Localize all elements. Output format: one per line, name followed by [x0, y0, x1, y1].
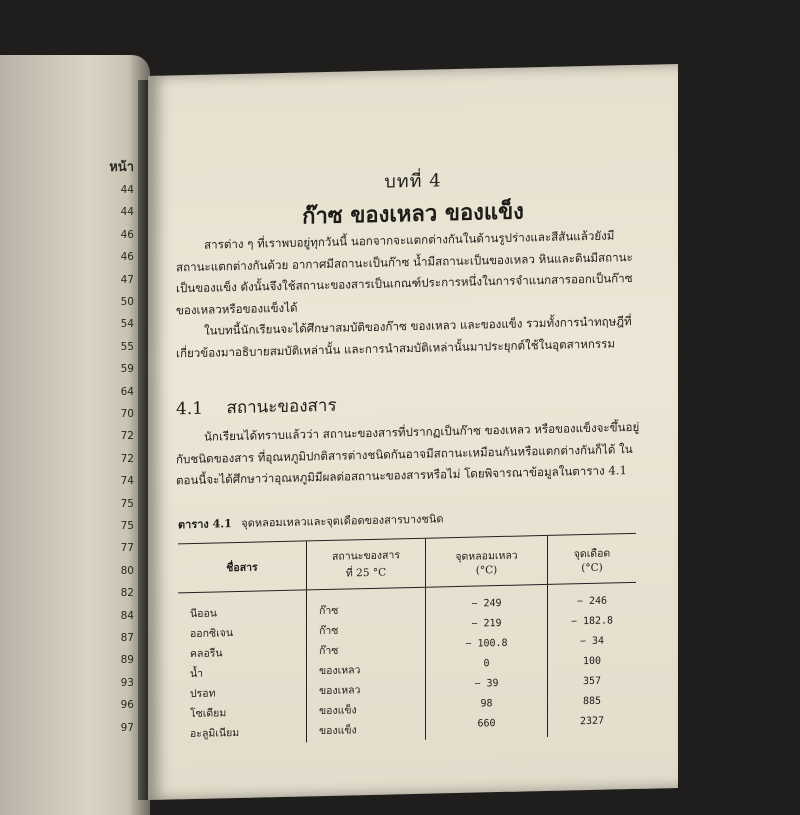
cell-mp: − 100.8 [426, 637, 548, 660]
intro-text [176, 225, 646, 365]
toc-page-number: 84 [120, 609, 134, 622]
toc-page-number: 80 [120, 564, 134, 577]
cell-name: โซเดียม [190, 707, 227, 721]
cell-mp: − 249 [426, 584, 548, 619]
cell-state: ของเหลว [307, 680, 426, 703]
section-number: 4.1 [176, 398, 204, 420]
toc-header: หน้า [109, 160, 134, 175]
toc-page-number: 89 [120, 654, 134, 667]
section-title: สถานะของสาร [226, 395, 337, 419]
toc-page-number: 46 [120, 251, 134, 264]
cell-bp: 100 [548, 655, 636, 677]
chapter-title: ก๊าซ ของเหลว ของแข็ง [302, 198, 524, 230]
toc-page-number: 44 [120, 184, 134, 196]
header-name: ชื่อสาร [178, 541, 307, 593]
toc-page-number: 47 [120, 273, 134, 286]
right-page [148, 64, 678, 800]
table-caption [178, 509, 444, 533]
cell-mp: − 219 [426, 617, 548, 640]
toc-page-number: 64 [120, 385, 134, 398]
cell-state: ก๊าซ [307, 620, 426, 643]
intro-paragraph-2: ในบทนี้นักเรียนจะได้ศึกษาสมบัติของก๊าซ ของเหลว และของแข็ง รวมทั้งการนำทฤษฎีที่เกี่ยวข้องมาอธิบายสมบัติเหล่านั้น และการนำสมบัติเหล่านั้นมาประยุกต์ใช้ในอุตสาหกรรม [176, 314, 632, 360]
cell-name: อะลูมิเนียม [190, 726, 240, 741]
toc-page-number: 93 [120, 676, 134, 689]
toc-page-column [84, 156, 134, 734]
toc-page-number: 87 [120, 632, 134, 644]
cell-bp: 885 [548, 695, 636, 717]
toc-page-number: 96 [120, 699, 134, 712]
section-heading [176, 392, 337, 423]
cell-bp: − 246 [548, 582, 636, 617]
chapter-label: บทที่ 4 [384, 170, 442, 193]
cell-state: ก๊าซ [307, 587, 426, 622]
cell-mp: 98 [426, 697, 548, 720]
table-caption-label: ตาราง 4.1 [178, 517, 232, 532]
header-boiling-point: จุดเดือด (°C) [548, 533, 636, 584]
section-text [176, 417, 646, 492]
cell-name: คลอรีน [190, 647, 223, 661]
toc-page-number: 44 [120, 206, 134, 219]
cell-mp: − 39 [426, 677, 548, 700]
cell-name: ออกซิเจน [190, 627, 234, 641]
table-caption-text: จุดหลอมเหลวและจุดเดือดของสารบางชนิด [241, 512, 444, 530]
toc-page-number: 77 [120, 542, 134, 555]
cell-state: ของแข็ง [307, 720, 426, 743]
cell-mp: 660 [426, 717, 548, 740]
toc-page-number: 59 [120, 363, 134, 376]
toc-page-number: 82 [120, 587, 134, 600]
toc-page-number: 97 [120, 721, 134, 734]
toc-page-number: 75 [120, 520, 134, 532]
melting-boiling-table [178, 533, 636, 745]
section-paragraph-1: นักเรียนได้ทราบแล้วว่า สถานะของสารที่ปรากฏเป็นก๊าซ ของเหลว หรือของแข็งจะขึ้นอยู่กับชนิดของสาร ที่อุณหภูมิปกติสารต่างชนิดกันอาจมีสถานะเหมือนกันหรือแตกต่างกันก็ได้ ในตอนนี้จะได้ศึกษาว่าอุณหภูมิมีผลต่อสถานะของสารหรือไม่ โดยพิจารณาข้อมูลในตาราง 4.1 [176, 419, 640, 488]
cell-bp: − 182.8 [548, 615, 636, 637]
toc-page-number: 72 [120, 430, 134, 443]
toc-page-number: 50 [120, 296, 134, 308]
cell-bp: − 34 [548, 635, 636, 657]
header-melting-point: จุดหลอมเหลว (°C) [426, 535, 548, 587]
toc-page-number: 72 [120, 452, 134, 465]
cell-name: น้ำ [190, 667, 204, 681]
cell-mp: 0 [426, 657, 548, 680]
cell-state: ของแข็ง [307, 700, 426, 723]
cell-state: ก๊าซ [307, 640, 426, 663]
cell-state: ของเหลว [307, 660, 426, 683]
header-state: สถานะของสาร ที่ 25 °C [307, 538, 426, 590]
cell-name: นีออน [190, 607, 217, 621]
cell-bp: 357 [548, 675, 636, 697]
toc-page-number: 70 [120, 408, 134, 420]
intro-paragraph-1: สารต่าง ๆ ที่เราพบอยู่ทุกวันนี้ นอกจากจะแตกต่างกันในด้านรูปร่างและสีสันแล้วยังมีสถานะแตกต่างกันด้วย อากาศมีสถานะเป็นก๊าซ น้ำมีสถานะเป็นของเหลว หินและดินมีสถานะเป็นของแข็ง ดังนั้นจึงใช้สถานะของสารเป็นเกณฑ์ประการหนึ่งในการจำแนกสารออกเป็นก๊าซ ของเหลวหรือของแข็งได้ [176, 228, 633, 317]
toc-page-number: 55 [120, 340, 134, 353]
cell-name: ปรอท [190, 687, 216, 701]
toc-page-number: 74 [120, 475, 134, 488]
cell-bp: 2327 [548, 715, 636, 737]
toc-page-number: 46 [120, 228, 134, 241]
toc-page-number: 75 [120, 497, 134, 510]
toc-page-number: 54 [120, 318, 134, 331]
